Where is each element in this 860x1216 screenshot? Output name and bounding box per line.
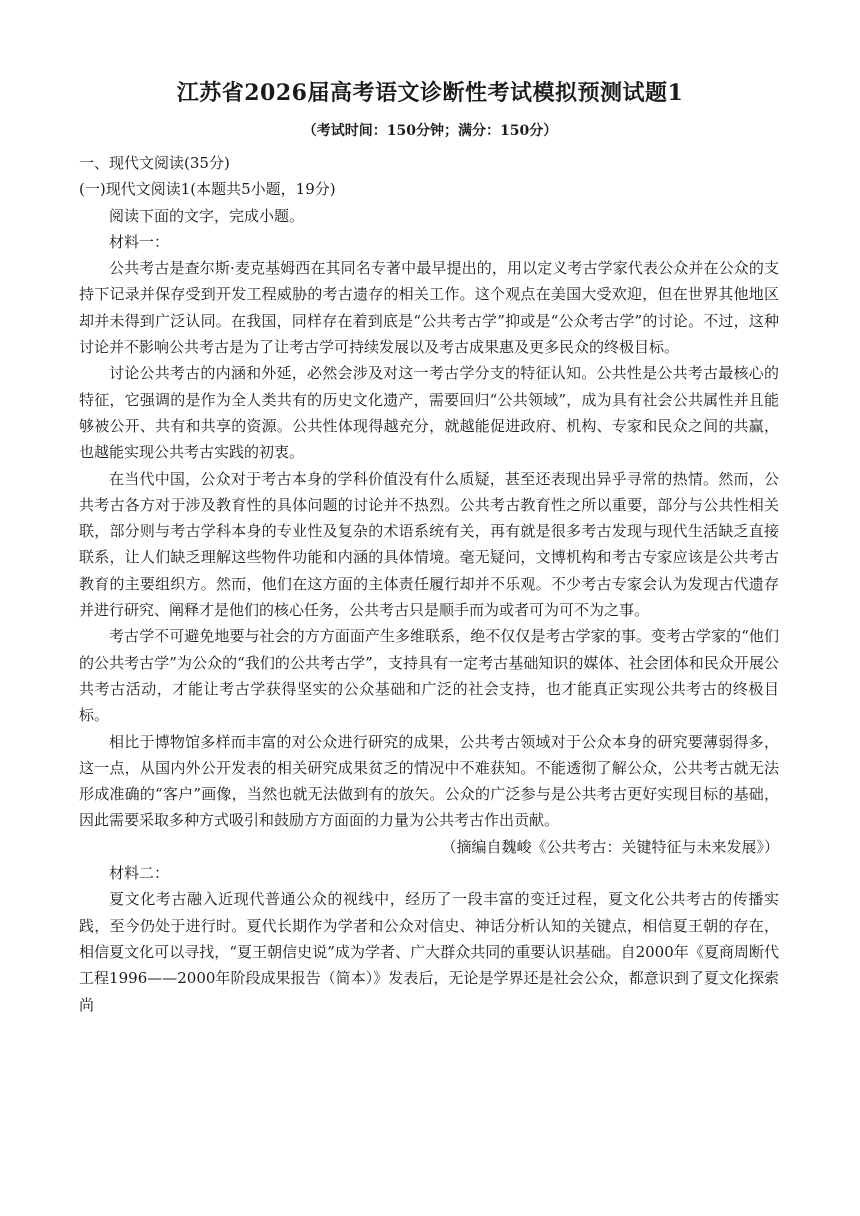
section-heading: 一、现代文阅读(35分) [79, 154, 230, 172]
document-body [79, 150, 779, 1018]
subsection-heading: (一)现代文阅读1(本题共5小题，19分) [79, 180, 336, 199]
material2-paragraph: 夏文化考古融入近现代普通公众的视线中，经历了一段丰富的变迁过程，夏文化公共考古的传播实践，至今仍处于进行时。夏代长期作为学者和公众对信史、神话分析认知的关键点，相信夏王朝的存在，相信夏文化可以寻找，“夏王朝信史说”成为学者、广大群众共同的重要认识基础。自2000年《夏商周断代工程1996——2000年阶段成果报告（简本）》发表后，无论是学界还是社会公众，都意识到了夏文化探索尚 [79, 890, 779, 1014]
material1-paragraph: 在当代中国，公众对于考古本身的学科价值没有什么质疑，甚至还表现出异乎寻常的热情。然而，公共考古各方对于涉及教育性的具体问题的讨论并不热烈。公共考古教育性之所以重要，部分与公共性相关联，部分则与考古学科本身的专业性及复杂的术语系统有关，再有就是很多考古发现与现代生活缺乏直接联系，让人们缺乏理解这些物件功能和内涵的具体情境。毫无疑问，文博机构和考古专家应该是公共考古教育的主要组织方。然而，他们在这方面的主体责任履行却并不乐观。不少考古专家会认为发现古代遗存并进行研究、阐释才是他们的核心任务，公共考古只是顺手而为或者可为可不为之事。 [79, 469, 779, 620]
material1-paragraph: 讨论公共考古的内涵和外延，必然会涉及对这一考古学分支的特征认知。公共性是公共考古最核心的特征，它强调的是作为全人类共有的历史文化遗产，需要回归“公共领域”，成为具有社会公共属性并且能够被公开、共有和共享的资源。公共性体现得越充分，就越能促进政府、机构、专家和民众之间的共赢，也越能实现公共考古实践的初衷。 [79, 364, 779, 462]
material1-paragraph: 公共考古是查尔斯·麦克基姆西在其同名专著中最早提出的，用以定义考古学家代表公众并在公众的支持下记录并保存受到开发工程威胁的考古遗存的相关工作。这个观点在美国大受欢迎，但在世界其他地区却并未得到广泛认同。在我国，同样存在着到底是“公共考古学”抑或是“公众考古学”的讨论。不过，这种讨论并不影响公共考古是为了让考古学可持续发展以及考古成果惠及更多民众的终极目标。 [79, 259, 779, 357]
exam-title: 江苏省2026届高考语文诊断性考试模拟预测试题1 [176, 80, 684, 106]
material1-paragraph: 考古学不可避免地要与社会的方方面面产生多维联系，绝不仅仅是考古学家的事。变考古学家的“他们的公共考古学”为公众的“我们的公共考古学”，支持具有一定考古基础知识的媒体、社会团体和民众开展公共考古活动，才能让考古学获得坚实的公众基础和广泛的社会支持，也才能真正实现公共考古的终极目标。 [79, 627, 779, 725]
material2-label: 材料二： [109, 864, 170, 883]
material1-paragraph: 相比于博物馆多样而丰富的对公众进行研究的成果，公共考古领域对于公众本身的研究要薄弱得多，这一点，从国内外公开发表的相关研究成果贫乏的情况中不难获知。不能透彻了解公众，公共考古就无法形成准确的“客户”画像，当然也就无法做到有的放矢。公众的广泛参与是公共考古更好实现目标的基础，因此需要采取多种方式吸引和鼓励方方面面的力量为公共考古作出贡献。 [79, 732, 779, 830]
instruction-text: 阅读下面的文字，完成小题。 [109, 206, 305, 225]
exam-subtitle: （考试时间：150分钟；满分：150分） [302, 123, 558, 139]
material1-citation: （摘编自魏峻《公共考古：关键特征与未来发展》） [441, 837, 779, 856]
material1-label: 材料一： [109, 232, 170, 251]
